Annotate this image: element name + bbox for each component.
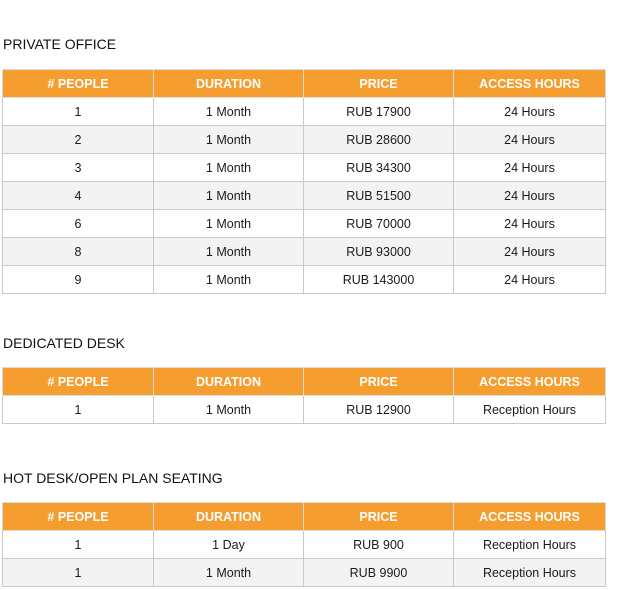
- cell-duration: 1 Month: [154, 266, 304, 294]
- section-hot-desk: [2, 468, 605, 587]
- cell-duration: 1 Month: [154, 154, 304, 182]
- table-header-row: [3, 70, 606, 98]
- col-header-price: PRICE: [304, 368, 454, 396]
- table-header-row: [3, 368, 606, 396]
- cell-duration: 1 Day: [154, 531, 304, 559]
- pricing-table: [2, 502, 606, 587]
- col-header-people: # PEOPLE: [3, 503, 154, 531]
- cell-access-hours: 24 Hours: [454, 98, 606, 126]
- col-header-access-hours: ACCESS HOURS: [454, 503, 606, 531]
- table-row: [3, 396, 606, 424]
- cell-duration: 1 Month: [154, 98, 304, 126]
- cell-duration: 1 Month: [154, 396, 304, 424]
- table-row: [3, 559, 606, 587]
- table-row: [3, 182, 606, 210]
- table-row: [3, 98, 606, 126]
- cell-access-hours: 24 Hours: [454, 238, 606, 266]
- cell-people: 1: [3, 559, 154, 587]
- section-title: HOT DESK/OPEN PLAN SEATING: [3, 470, 223, 486]
- table-header-row: [3, 503, 606, 531]
- pricing-table: [2, 69, 606, 294]
- col-header-price: PRICE: [304, 70, 454, 98]
- cell-price: RUB 34300: [304, 154, 454, 182]
- cell-duration: 1 Month: [154, 238, 304, 266]
- col-header-duration: DURATION: [154, 70, 304, 98]
- col-header-price: PRICE: [304, 503, 454, 531]
- table-row: [3, 238, 606, 266]
- cell-access-hours: 24 Hours: [454, 182, 606, 210]
- pricing-table: [2, 367, 606, 424]
- table-row: [3, 531, 606, 559]
- table-row: [3, 210, 606, 238]
- col-header-access-hours: ACCESS HOURS: [454, 70, 606, 98]
- cell-price: RUB 17900: [304, 98, 454, 126]
- col-header-people: # PEOPLE: [3, 368, 154, 396]
- section-title: PRIVATE OFFICE: [3, 36, 117, 52]
- cell-people: 1: [3, 98, 154, 126]
- cell-duration: 1 Month: [154, 182, 304, 210]
- col-header-duration: DURATION: [154, 503, 304, 531]
- cell-people: 1: [3, 396, 154, 424]
- cell-price: RUB 51500: [304, 182, 454, 210]
- cell-access-hours: 24 Hours: [454, 154, 606, 182]
- cell-price: RUB 900: [304, 531, 454, 559]
- cell-price: RUB 93000: [304, 238, 454, 266]
- cell-people: 6: [3, 210, 154, 238]
- cell-people: 3: [3, 154, 154, 182]
- cell-access-hours: 24 Hours: [454, 126, 606, 154]
- cell-people: 8: [3, 238, 154, 266]
- cell-price: RUB 28600: [304, 126, 454, 154]
- col-header-people: # PEOPLE: [3, 70, 154, 98]
- table-row: [3, 154, 606, 182]
- cell-duration: 1 Month: [154, 126, 304, 154]
- cell-people: 4: [3, 182, 154, 210]
- cell-access-hours: Reception Hours: [454, 531, 606, 559]
- cell-people: 9: [3, 266, 154, 294]
- table-row: [3, 266, 606, 294]
- cell-people: 2: [3, 126, 154, 154]
- cell-access-hours: Reception Hours: [454, 559, 606, 587]
- section-title: DEDICATED DESK: [3, 335, 125, 351]
- cell-access-hours: Reception Hours: [454, 396, 606, 424]
- cell-price: RUB 12900: [304, 396, 454, 424]
- cell-access-hours: 24 Hours: [454, 266, 606, 294]
- cell-duration: 1 Month: [154, 559, 304, 587]
- cell-duration: 1 Month: [154, 210, 304, 238]
- cell-price: RUB 143000: [304, 266, 454, 294]
- section-dedicated-desk: [2, 333, 605, 424]
- table-row: [3, 126, 606, 154]
- cell-price: RUB 9900: [304, 559, 454, 587]
- col-header-duration: DURATION: [154, 368, 304, 396]
- col-header-access-hours: ACCESS HOURS: [454, 368, 606, 396]
- cell-access-hours: 24 Hours: [454, 210, 606, 238]
- cell-people: 1: [3, 531, 154, 559]
- section-private-office: [2, 34, 605, 294]
- cell-price: RUB 70000: [304, 210, 454, 238]
